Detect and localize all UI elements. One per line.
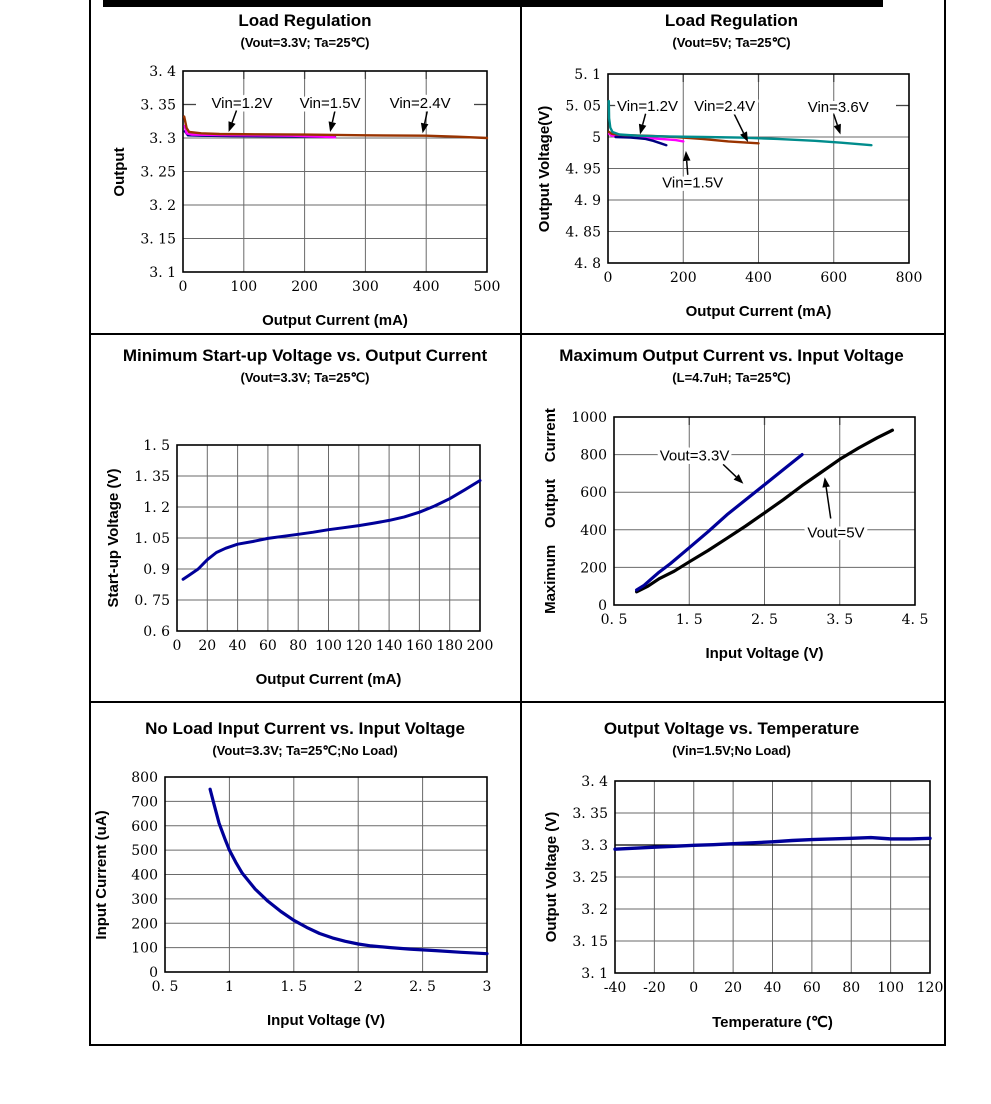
svg-text:-40: -40 [603, 980, 627, 996]
svg-text:1. 5: 1. 5 [280, 979, 308, 995]
svg-text:4. 8: 4. 8 [574, 256, 601, 272]
x-axis-label: Input Voltage (V) [705, 645, 824, 662]
chart-title: No Load Input Current vs. Input Voltage [145, 719, 465, 738]
chart-title: Load Regulation [238, 11, 372, 30]
svg-text:3. 3: 3. 3 [581, 838, 608, 854]
y-axis-label: Start-up Voltage (V) [105, 468, 122, 608]
svg-text:100: 100 [131, 940, 158, 957]
svg-text:1. 05: 1. 05 [134, 531, 170, 547]
x-axis-label: Output Current (mA) [255, 671, 402, 688]
chart-cell-no-load-input-current [90, 703, 520, 1044]
svg-text:300: 300 [352, 279, 379, 295]
svg-text:0. 6: 0. 6 [143, 624, 170, 640]
chart-cell-max-output-current [520, 335, 943, 703]
svg-text:2. 5: 2. 5 [751, 612, 778, 628]
svg-text:80: 80 [842, 980, 861, 996]
svg-text:160: 160 [406, 638, 433, 654]
chart-cell-vout-vs-temperature [520, 703, 943, 1044]
svg-text:5: 5 [592, 130, 601, 146]
chart-subtitle: (Vout=3.3V; Ta=25℃) [240, 35, 370, 51]
chart-cell-load-regulation-5v [520, 0, 943, 335]
svg-text:4. 5: 4. 5 [901, 612, 929, 628]
svg-text:100: 100 [877, 980, 904, 996]
svg-text:Vin=2.4V: Vin=2.4V [389, 95, 451, 113]
chart-canvas [520, 703, 943, 1044]
svg-text:3. 5: 3. 5 [826, 612, 854, 628]
x-axis-label: Temperature (℃) [712, 1014, 833, 1031]
svg-text:3. 35: 3. 35 [572, 806, 608, 822]
svg-text:400: 400 [580, 522, 607, 539]
chart-cell-load-regulation-3v3 [90, 0, 520, 335]
svg-text:0. 5: 0. 5 [151, 979, 179, 995]
svg-text:4. 85: 4. 85 [565, 224, 601, 241]
svg-text:Vout=5V: Vout=5V [807, 524, 865, 542]
x-axis-label: Output Current (mA) [685, 303, 832, 320]
svg-text:1. 35: 1. 35 [134, 469, 170, 485]
svg-text:2. 5: 2. 5 [409, 979, 436, 995]
svg-text:0: 0 [603, 270, 613, 286]
svg-text:1. 2: 1. 2 [143, 500, 170, 516]
chart-subtitle: (Vout=5V; Ta=25℃) [672, 35, 791, 51]
svg-text:5. 1: 5. 1 [574, 67, 601, 83]
svg-text:100: 100 [315, 638, 342, 654]
chart-title: Load Regulation [664, 11, 799, 30]
svg-text:3. 15: 3. 15 [572, 934, 608, 950]
x-axis-label: Input Voltage (V) [266, 1012, 386, 1029]
svg-text:200: 200 [291, 279, 318, 295]
svg-text:1. 5: 1. 5 [143, 438, 170, 454]
chart-canvas [520, 0, 943, 335]
y-axis-label: Output Voltage (V) [543, 811, 560, 943]
svg-text:800: 800 [131, 770, 158, 786]
svg-text:200: 200 [669, 270, 697, 286]
svg-text:3. 4: 3. 4 [149, 64, 176, 80]
svg-text:0: 0 [689, 980, 699, 996]
svg-text:Vin=1.2V: Vin=1.2V [616, 98, 679, 116]
svg-text:500: 500 [131, 843, 158, 860]
chart-subtitle: (Vout=3.3V; Ta=25℃;No Load) [212, 743, 398, 759]
svg-text:20: 20 [724, 980, 743, 996]
chart-title: Maximum Output Current vs. Input Voltage [559, 346, 904, 365]
svg-text:Vout=3.3V: Vout=3.3V [659, 447, 730, 465]
chart-canvas [90, 703, 520, 1044]
chart-canvas [520, 335, 943, 703]
svg-text:1. 5: 1. 5 [675, 612, 703, 628]
chart-cell-startup-voltage [90, 335, 520, 703]
svg-text:3. 25: 3. 25 [140, 164, 176, 181]
svg-text:80: 80 [289, 638, 308, 654]
svg-text:0. 5: 0. 5 [600, 612, 628, 628]
svg-text:Vin=3.6V: Vin=3.6V [807, 98, 869, 116]
svg-text:500: 500 [473, 279, 501, 295]
svg-text:3. 4: 3. 4 [581, 774, 608, 790]
x-axis-label: Output Current (mA) [262, 312, 408, 329]
svg-text:60: 60 [258, 638, 277, 654]
chart-subtitle: (Vin=1.5V;No Load) [672, 743, 791, 759]
svg-text:3. 1: 3. 1 [581, 966, 608, 982]
y-axis-label: Input Current (uA) [93, 809, 110, 940]
svg-text:0: 0 [598, 598, 607, 614]
svg-text:700: 700 [131, 794, 158, 811]
y-axis-label: Output [111, 146, 128, 197]
chart-subtitle: (L=4.7uH; Ta=25℃) [672, 370, 791, 386]
svg-text:120: 120 [345, 638, 373, 654]
svg-text:200: 200 [466, 638, 494, 654]
svg-text:40: 40 [763, 980, 782, 996]
svg-text:Vin=1.5V: Vin=1.5V [662, 174, 724, 192]
svg-text:200: 200 [131, 916, 158, 933]
svg-text:120: 120 [916, 980, 943, 996]
svg-text:100: 100 [230, 279, 258, 295]
y-axis-label: Output Voltage(V) [536, 105, 553, 232]
svg-text:Vin=1.2V: Vin=1.2V [211, 95, 273, 113]
chart-canvas [90, 0, 520, 335]
svg-text:180: 180 [436, 638, 464, 654]
chart-title: Minimum Start-up Voltage vs. Output Current [122, 346, 488, 365]
svg-text:0: 0 [178, 279, 188, 295]
svg-text:40: 40 [228, 638, 247, 654]
chart-canvas [90, 335, 520, 703]
svg-text:600: 600 [820, 270, 848, 286]
svg-text:200: 200 [580, 560, 607, 577]
svg-text:5. 05: 5. 05 [565, 98, 601, 115]
svg-text:3. 2: 3. 2 [581, 902, 608, 918]
svg-text:2: 2 [353, 979, 363, 995]
svg-text:4. 95: 4. 95 [565, 161, 601, 178]
svg-text:-20: -20 [643, 980, 666, 996]
svg-text:60: 60 [802, 980, 821, 996]
svg-text:0. 75: 0. 75 [134, 593, 170, 609]
svg-text:3. 25: 3. 25 [572, 870, 608, 886]
svg-text:3: 3 [482, 979, 492, 995]
svg-text:600: 600 [131, 818, 158, 835]
svg-text:3. 15: 3. 15 [140, 231, 176, 248]
svg-text:300: 300 [131, 891, 158, 908]
svg-text:0. 9: 0. 9 [143, 562, 170, 578]
svg-text:Vin=2.4V: Vin=2.4V [694, 98, 756, 116]
svg-text:140: 140 [375, 638, 403, 654]
svg-text:400: 400 [412, 279, 440, 295]
svg-text:4. 9: 4. 9 [574, 193, 601, 209]
svg-text:3. 2: 3. 2 [149, 198, 176, 214]
svg-text:400: 400 [131, 867, 158, 884]
svg-text:800: 800 [580, 447, 607, 464]
svg-text:Vin=1.5V: Vin=1.5V [299, 95, 361, 113]
svg-text:0: 0 [172, 638, 182, 654]
y-axis-label: Maximum Output Current [542, 408, 559, 614]
chart-subtitle: (Vout=3.3V; Ta=25℃) [240, 370, 370, 386]
svg-text:3. 1: 3. 1 [149, 265, 176, 281]
svg-text:1000: 1000 [571, 410, 607, 426]
svg-text:600: 600 [580, 485, 607, 502]
svg-text:20: 20 [198, 638, 217, 654]
svg-text:3. 3: 3. 3 [149, 131, 176, 147]
svg-text:400: 400 [745, 270, 772, 286]
chart-title: Output Voltage vs. Temperature [603, 719, 860, 738]
svg-text:800: 800 [895, 270, 923, 286]
svg-text:0: 0 [149, 965, 158, 981]
svg-text:1: 1 [224, 979, 234, 995]
svg-text:3. 35: 3. 35 [140, 97, 176, 114]
